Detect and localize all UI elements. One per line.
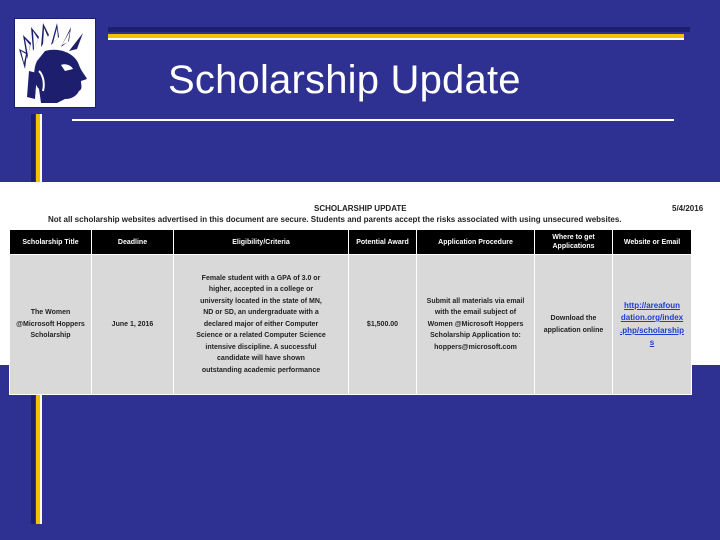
- award-cell: $1,500.00: [349, 255, 417, 395]
- school-logo: [14, 18, 96, 108]
- eligibility-cell: Female student with a GPA of 3.0 or higher, accepted in a college or university located in the state of MN, ND or SD, an undergraduate with a declared major of either Computer Science or a related Computer Science intensive discipline. A successful candidate will have shown outstanding academic performance: [174, 255, 349, 395]
- slide-title: Scholarship Update: [168, 58, 521, 102]
- table-row: [10, 255, 692, 395]
- scholarship-title-cell: The Women @Microsoft Hoppers Scholarship: [10, 255, 92, 395]
- warrior-head-logo-icon: [15, 19, 95, 107]
- document-date: 5/4/2016: [672, 204, 704, 213]
- top-white-bar: [108, 38, 684, 40]
- title-underline: [72, 119, 674, 121]
- security-note: Not all scholarship websites advertised in this document are secure. Students and parents accept the risks associated with using unsecured websites.: [48, 215, 622, 224]
- column-header: Website or Email: [613, 230, 692, 255]
- column-header: Potential Award: [349, 230, 417, 255]
- website-cell: [613, 255, 692, 395]
- scholarship-table: [9, 229, 692, 395]
- table-header-row: [10, 230, 692, 255]
- column-header: Where to get Applications: [535, 230, 613, 255]
- document-heading: SCHOLARSHIP UPDATE: [314, 204, 407, 213]
- procedure-cell: Submit all materials via email with the email subject of Women @Microsoft Hoppers Scholarship Application to: hoppers@microsoft.com: [417, 255, 535, 395]
- column-header: Scholarship Title: [10, 230, 92, 255]
- deadline-cell: June 1, 2016: [92, 255, 174, 395]
- column-header: Eligibility/Criteria: [174, 230, 349, 255]
- top-navy-bar: [108, 27, 690, 32]
- website-link[interactable]: http://areafoun dation.org/index .php/scholarship s: [619, 300, 684, 347]
- where-cell: Download the application online: [535, 255, 613, 395]
- scholarship-document: [0, 182, 720, 374]
- column-header: Deadline: [92, 230, 174, 255]
- column-header: Application Procedure: [417, 230, 535, 255]
